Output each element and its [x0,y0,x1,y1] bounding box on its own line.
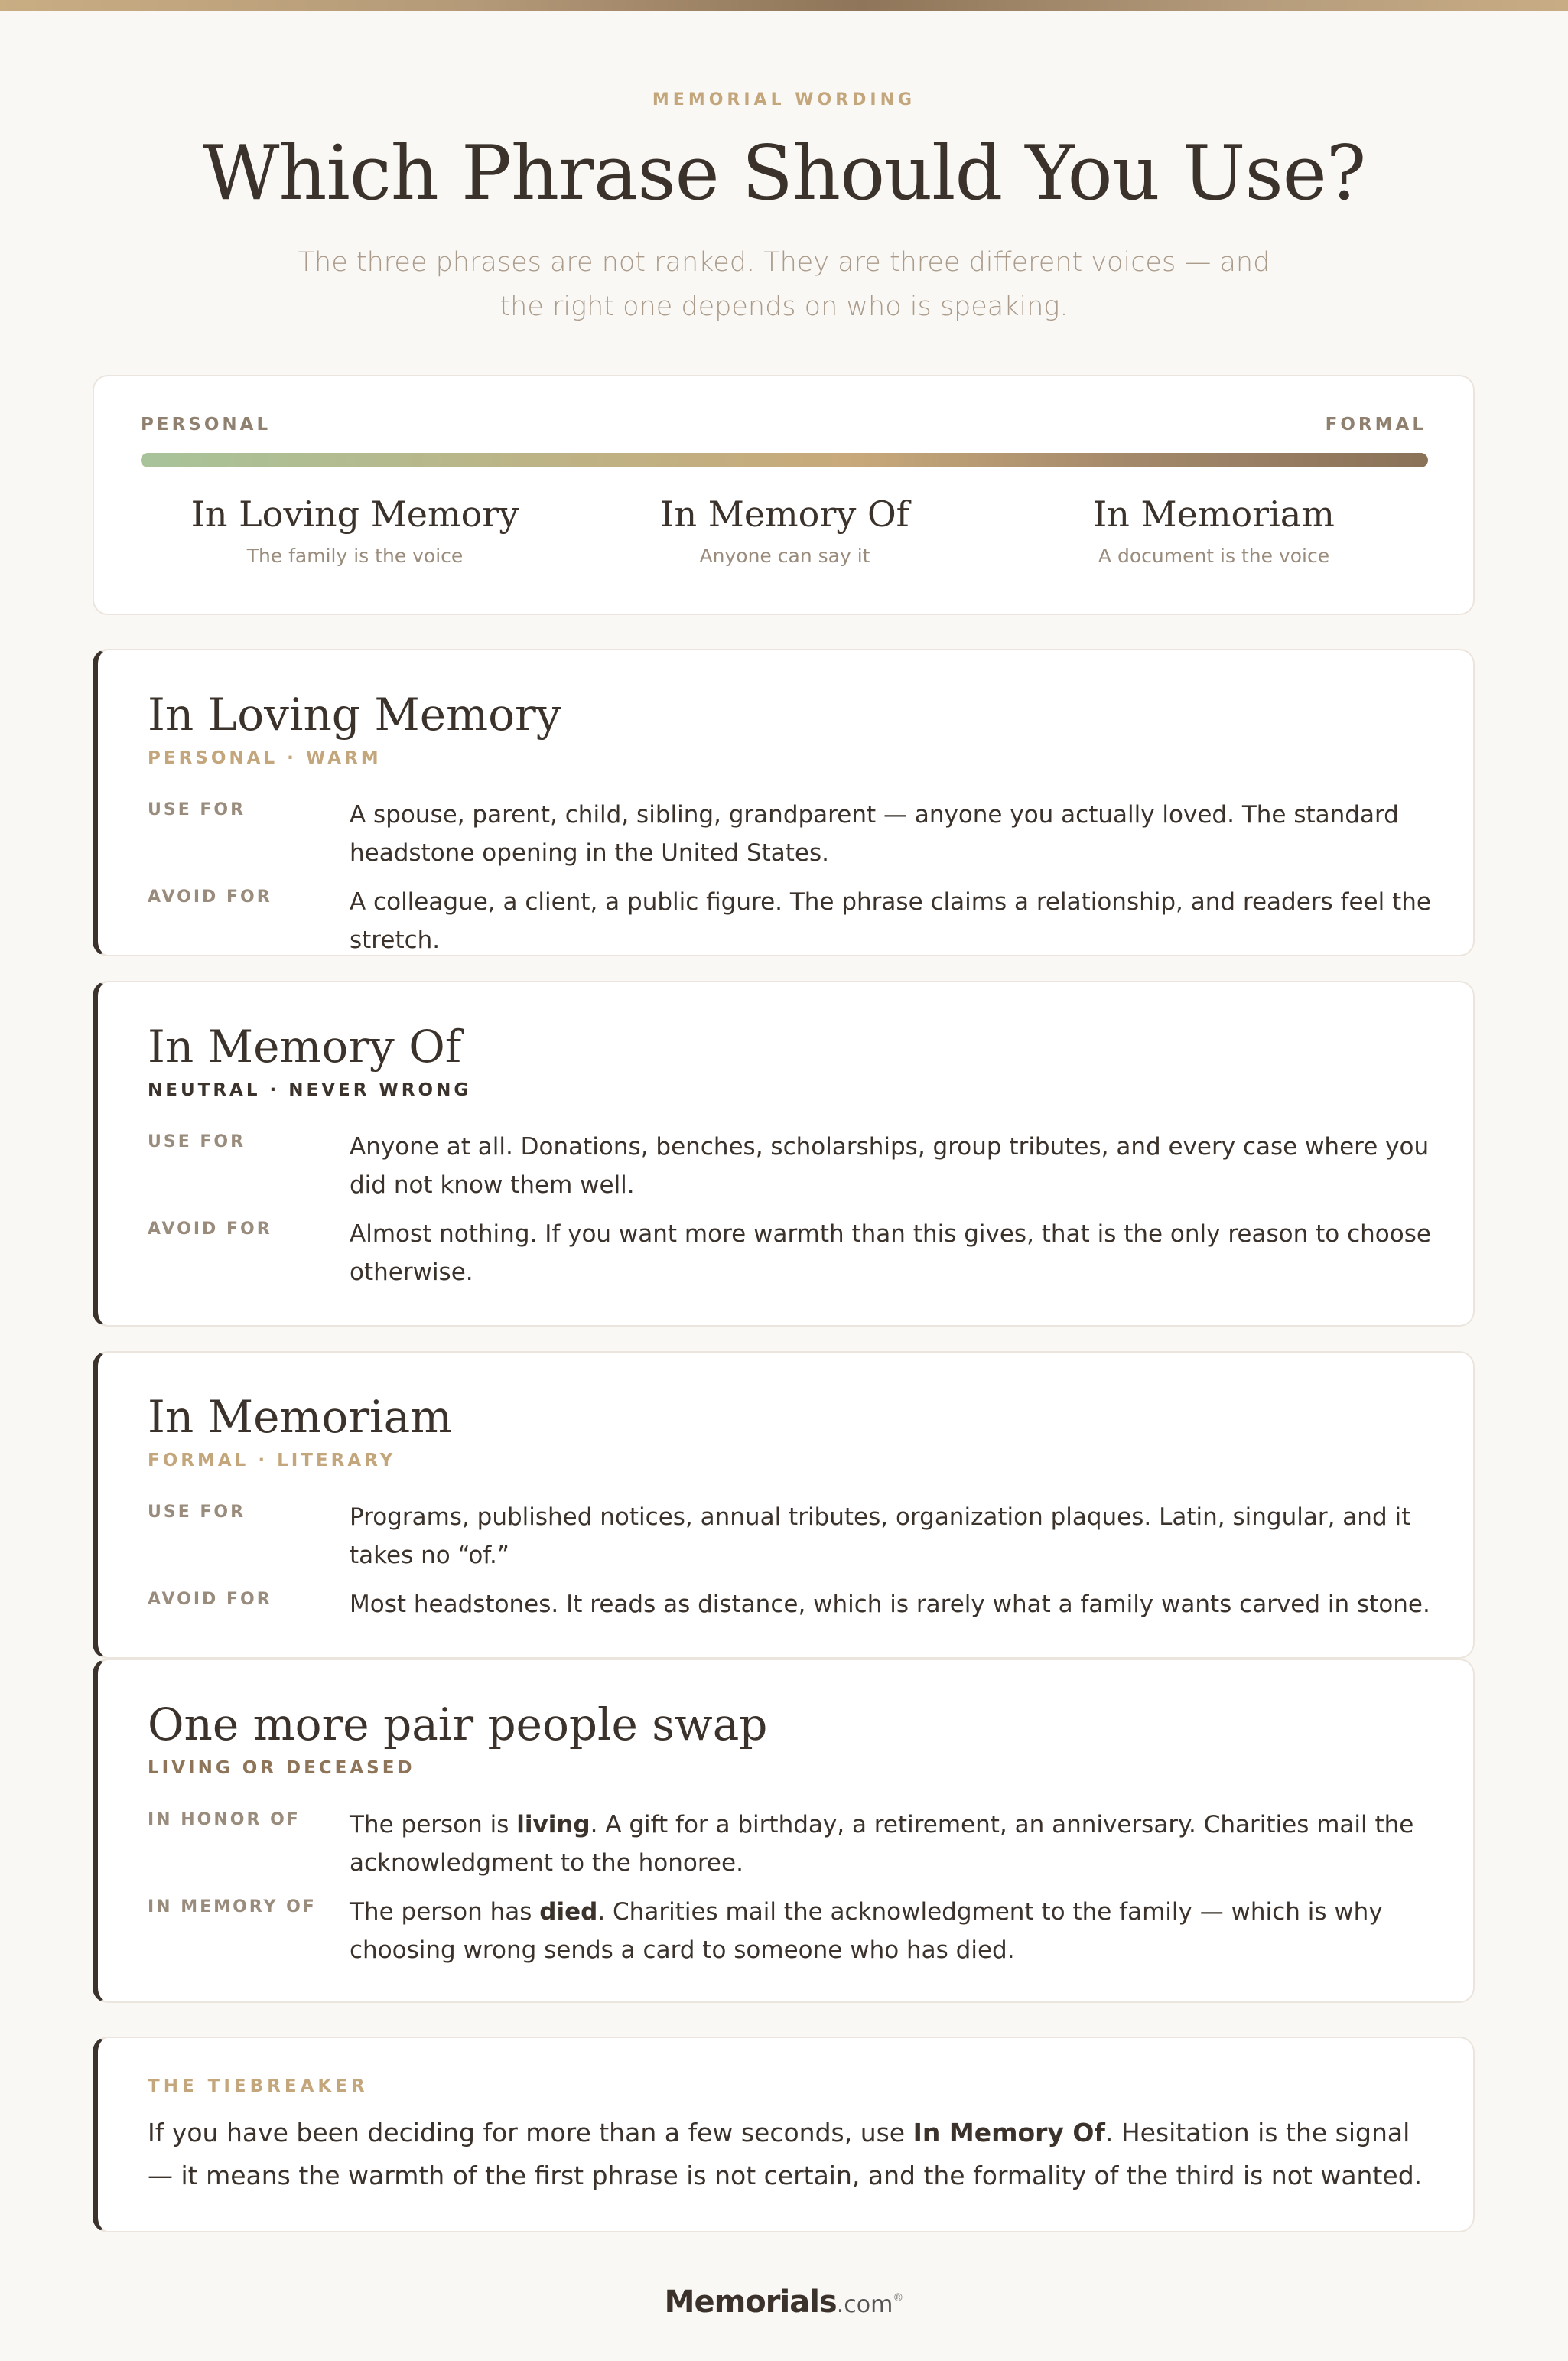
spectrum-point-memory-of [571,491,999,567]
spectrum-point-loving-memory [141,491,569,567]
spectrum-gradient-bar [141,453,1428,467]
phrase-card-in-memoriam [93,1351,1475,1659]
page-title: Which Phrase Should You Use? [202,130,1366,217]
top-decorative-stripe [0,0,1568,11]
row-text [350,1806,1451,1882]
row-text-post: . A gift for a birthday, a retirement, an anniversary. Charities mail the acknowledgment to the honoree. [350,1811,1414,1877]
phrase-card-title: In Memory Of [148,1021,462,1073]
memorials-logo[interactable] [0,2284,1568,2320]
phrase-card-title: In Memoriam [148,1391,453,1443]
tiebreaker-text-post: . Hesitation is the signal — it means the warmth of the first phrase is not certain, and the formality of the third is not wanted. [148,2118,1423,2190]
formality-spectrum-card [93,375,1475,615]
spectrum-point-name: In Loving Memory [190,493,519,535]
row-label: AVOID FOR [148,1220,272,1239]
row-label: IN MEMORY OF [148,1897,317,1916]
row-text: Almost nothing. If you want more warmth than this gives, that is the only reason to choose otherwise. [350,1220,1431,1286]
row-text: A spouse, parent, child, sibling, grandparent — anyone you actually loved. The standard headstone opening in the United States. [350,801,1399,867]
logo-domain-text: .com [836,2291,893,2318]
logo-main-text: Memorials [664,2284,837,2320]
row-text: Programs, published notices, annual tributes, organization plaques. Latin, singular, and it takes no “of.” [350,1503,1411,1569]
spectrum-point-name: In Memoriam [1093,493,1335,535]
phrase-card-tag: NEUTRAL · NEVER WRONG [148,1080,472,1100]
row-label: USE FOR [148,800,246,819]
eyebrow-label: MEMORIAL WORDING [652,90,916,109]
spectrum-point-memoriam [1000,491,1428,567]
row-label: AVOID FOR [148,887,272,907]
phrase-card-in-memory-of [93,981,1475,1327]
tiebreaker-card [93,2037,1475,2232]
row-text-emphasis: died [539,1898,598,1926]
phrase-card-tag: PERSONAL · WARM [148,748,382,768]
spectrum-left-label: PERSONAL [141,415,272,435]
row-text: Most headstones. It reads as distance, which is rarely what a family wants carved in stone. [350,1591,1430,1618]
row-text-post: . Charities mail the acknowledgment to the family — which is why choosing wrong sends a card to someone who has died. [350,1898,1383,1964]
row-text: Anyone at all. Donations, benches, scholarships, group tributes, and every case where you did not know them well. [350,1133,1430,1199]
row-label: IN HONOR OF [148,1810,301,1829]
row-text-pre: The person has [350,1898,540,1926]
phrase-card-tag: FORMAL · LITERARY [148,1451,396,1470]
spectrum-point-name: In Memory Of [660,493,909,535]
phrase-card-in-loving-memory [93,649,1475,956]
tiebreaker-label: THE TIEBREAKER [148,2076,369,2096]
spectrum-point-desc: The family is the voice [246,545,464,567]
row-label: AVOID FOR [148,1590,272,1609]
page-subtitle: The three phrases are not ranked. They are three different voices — and the right one depends on who is speaking. [298,247,1270,322]
row-text-pre: The person is [350,1811,517,1838]
row-label: USE FOR [148,1132,246,1151]
spectrum-point-desc: A document is the voice [1098,545,1330,567]
tiebreaker-text [148,2112,1440,2197]
row-text [350,1893,1451,1969]
spectrum-right-label: FORMAL [1325,415,1426,435]
row-text-emphasis: living [516,1811,590,1838]
row-text: A colleague, a client, a public figure. The phrase claims a relationship, and readers feel the stretch. [350,888,1431,954]
spectrum-point-desc: Anyone can say it [699,545,870,567]
logo-registered-mark: ® [893,2291,904,2304]
phrase-card-honor-vs-memory [93,1659,1475,2003]
phrase-card-tag: LIVING OR DECEASED [148,1758,415,1778]
phrase-card-title: In Loving Memory [148,689,561,741]
tiebreaker-text-emphasis: In Memory Of [912,2118,1105,2148]
tiebreaker-text-pre: If you have been deciding for more than a few seconds, use [148,2118,913,2148]
row-label: USE FOR [148,1503,246,1522]
phrase-card-title: One more pair people swap [148,1698,768,1750]
